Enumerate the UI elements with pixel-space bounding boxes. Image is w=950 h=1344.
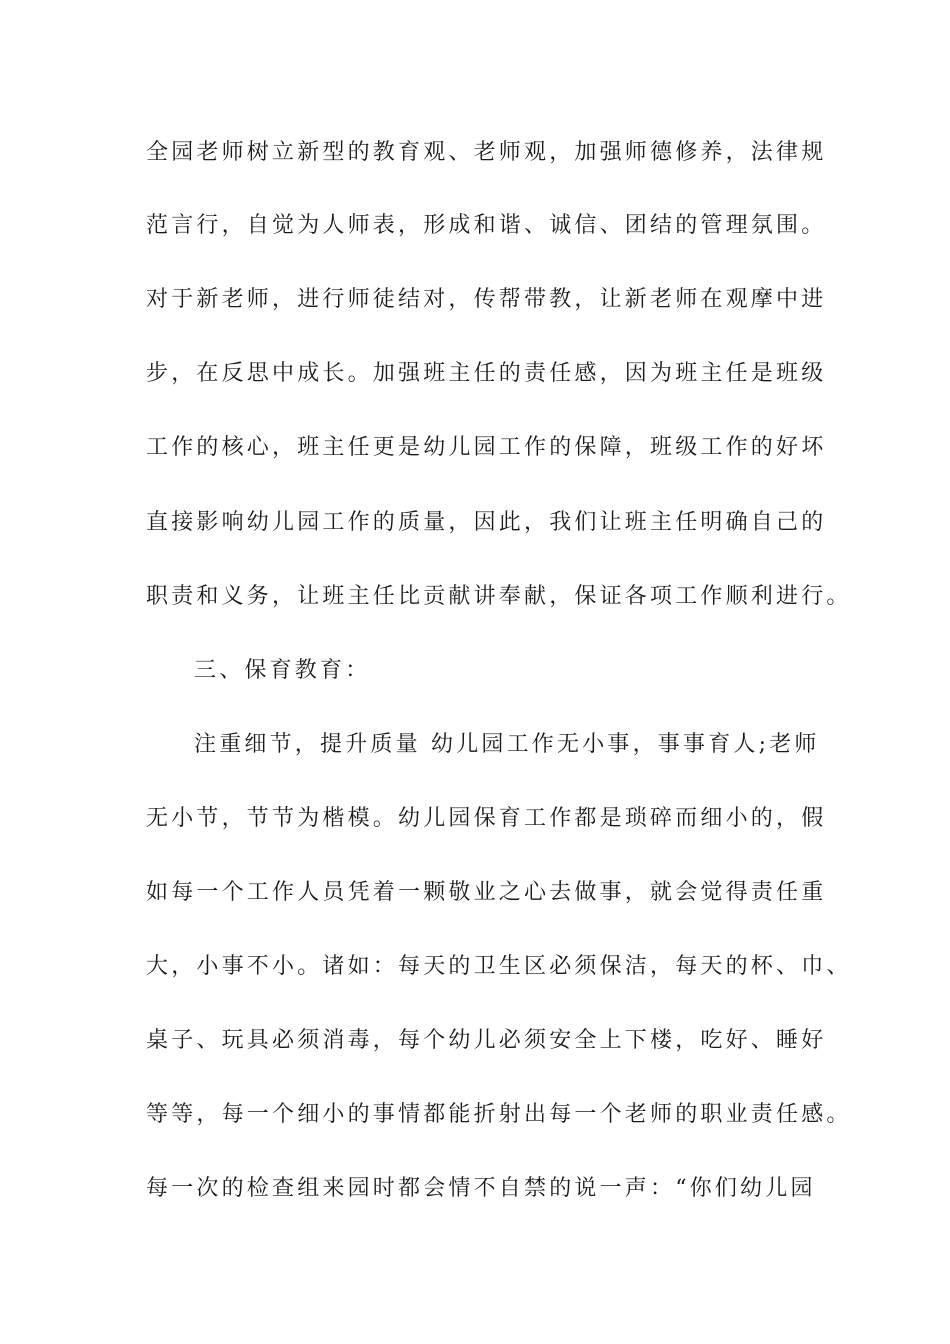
body-text-line: 每一次的检查组来园时都会情不自禁的说一声：“你们幼儿园 xyxy=(146,1176,816,1201)
body-text-line: 等等，每一个细小的事情都能折射出每一个老师的职业责任感。 xyxy=(146,1102,852,1127)
section-heading: 三、保育教育： xyxy=(194,658,371,683)
body-text-line: 范言行，自觉为人师表，形成和谐、诚信、团结的管理氛围。 xyxy=(146,213,827,238)
body-text-line: 工作的核心，班主任更是幼儿园工作的保障，班级工作的好坏 xyxy=(146,435,827,460)
body-text-line: 步，在反思中成长。加强班主任的责任感，因为班主任是班级 xyxy=(146,361,827,386)
body-text-line: 全园老师树立新型的教育观、老师观，加强师德修养，法律规 xyxy=(146,140,827,165)
body-text-line: 桌子、玩具必须消毒，每个幼儿必须安全上下楼，吃好、睡好 xyxy=(146,1028,827,1053)
body-text-line: 对于新老师，进行师徒结对，传帮带教，让新老师在观摩中进 xyxy=(146,287,827,312)
body-text-line: 直接影响幼儿园工作的质量，因此，我们让班主任明确自己的 xyxy=(146,510,827,535)
paragraph-first-line: 注重细节，提升质量 幼儿园工作无小事，事事育人;老师 xyxy=(194,732,820,757)
body-text-line: 职责和义务，让班主任比贡献讲奉献，保证各项工作顺利进行。 xyxy=(146,584,852,609)
body-text-line: 无小节，节节为楷模。幼儿园保育工作都是琐碎而细小的，假 xyxy=(146,806,827,831)
body-text-line: 大，小事不小。诸如：每天的卫生区必须保洁，每天的杯、巾、 xyxy=(146,954,852,979)
body-text-line: 如每一个工作人员凭着一颗敬业之心去做事，就会觉得责任重 xyxy=(146,880,827,905)
